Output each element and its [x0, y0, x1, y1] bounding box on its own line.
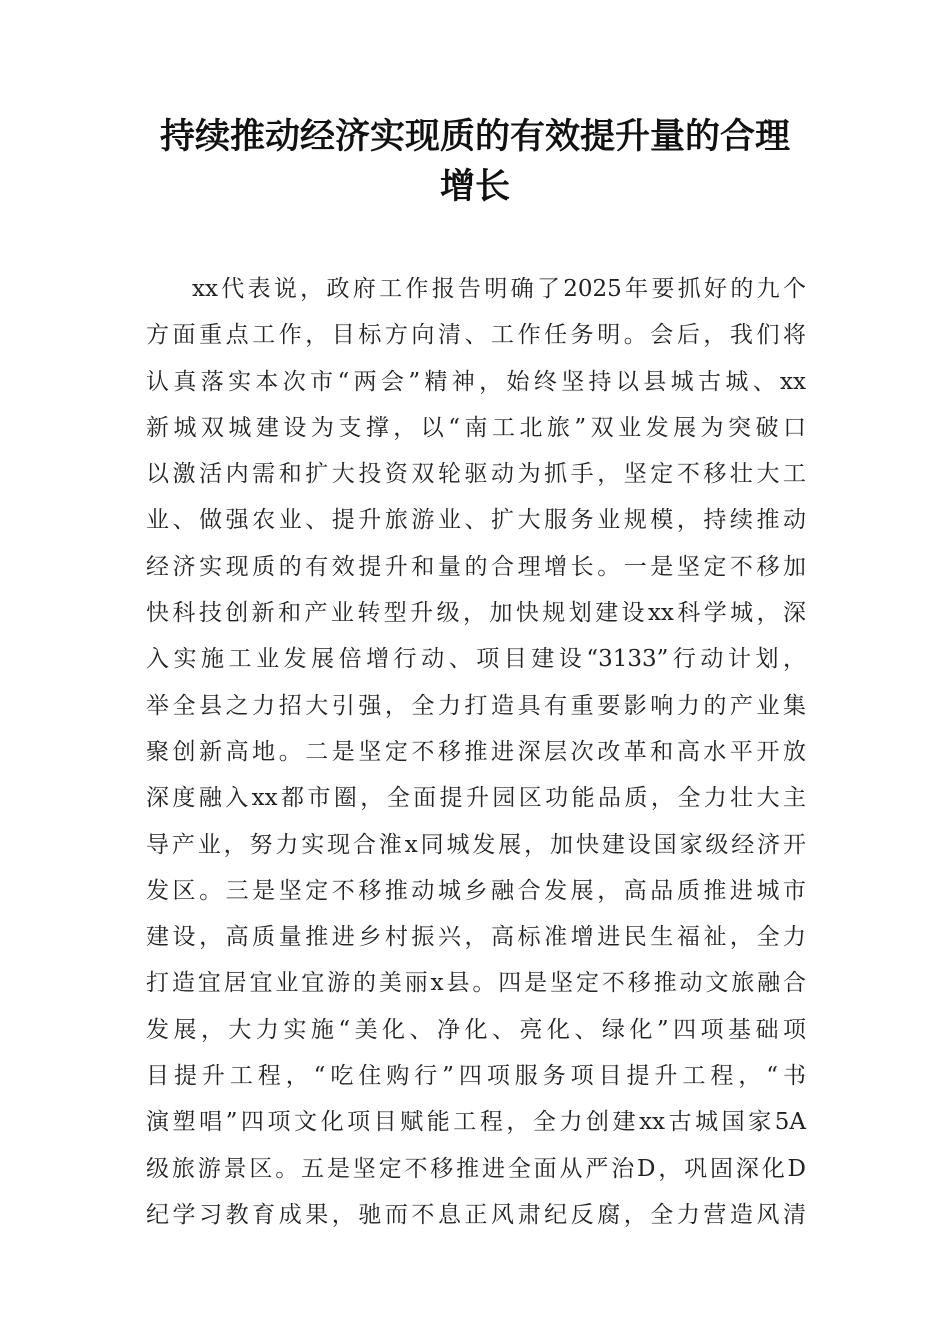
- paragraph-line: 导产业，努力实现合淮x同城发展，加快建设国家级经济开: [146, 831, 806, 858]
- paragraph-line: 入实施工业发展倍增行动、项目建设“3133”行动计划，: [146, 646, 806, 673]
- paragraph-line: 以激活内需和扩大投资双轮驱动为抓手，坚定不移壮大工: [146, 461, 806, 488]
- paragraph-line: xx代表说，政府工作报告明确了2025年要抓好的九个: [192, 276, 806, 302]
- paragraph-line: 演塑唱”四项文化项目赋能工程，全力创建xx古城国家5A: [146, 1109, 806, 1136]
- paragraph-line: 认真落实本次市“两会”精神，始终坚持以县城古城、xx: [146, 368, 806, 395]
- paragraph-line: 经济实现质的有效提升和量的合理增长。一是坚定不移加: [146, 553, 806, 580]
- paragraph-line: 新城双城建设为支撑，以“南工北旅”双业发展为突破口: [146, 414, 806, 441]
- title-line: 持续推动经济实现质的有效提升量的合理: [159, 116, 790, 157]
- paragraph-line: 发区。三是坚定不移推动城乡融合发展，高品质推进城市: [146, 877, 806, 904]
- paragraph-line: 级旅游景区。五是坚定不移推进全面从严治D，巩固深化D: [146, 1155, 806, 1182]
- paragraph-line: 纪学习教育成果，驰而不息正风肃纪反腐，全力营造风清: [146, 1201, 806, 1228]
- paragraph-line: 深度融入xx都市圈，全面提升园区功能品质，全力壮大主: [146, 785, 806, 812]
- paragraph-line: 聚创新高地。二是坚定不移推进深层次改革和高水平开放: [146, 738, 806, 765]
- paragraph-line: 快科技创新和产业转型升级，加快规划建设xx科学城，深: [146, 600, 806, 627]
- body-paragraph: [146, 266, 806, 1238]
- paragraph-line: 业、做强农业、提升旅游业、扩大服务业规模，持续推动: [146, 507, 806, 534]
- paragraph-line: 举全县之力招大引强，全力打造具有重要影响力的产业集: [146, 692, 806, 719]
- title-line: 增长: [439, 166, 510, 207]
- paragraph-line: 建设，高质量推进乡村振兴，高标准增进民生福祉，全力: [146, 924, 806, 951]
- paragraph-line: 方面重点工作，目标方向清、工作任务明。会后，我们将: [146, 322, 806, 349]
- paragraph-line: 发展，大力实施“美化、净化、亮化、绿化”四项基础项: [146, 1016, 806, 1043]
- document-title: [140, 112, 810, 212]
- paragraph-line: 打造宜居宜业宜游的美丽x县。四是坚定不移推动文旅融合: [146, 970, 806, 997]
- paragraph-line: 目提升工程，“吃住购行”四项服务项目提升工程，“书: [146, 1063, 806, 1090]
